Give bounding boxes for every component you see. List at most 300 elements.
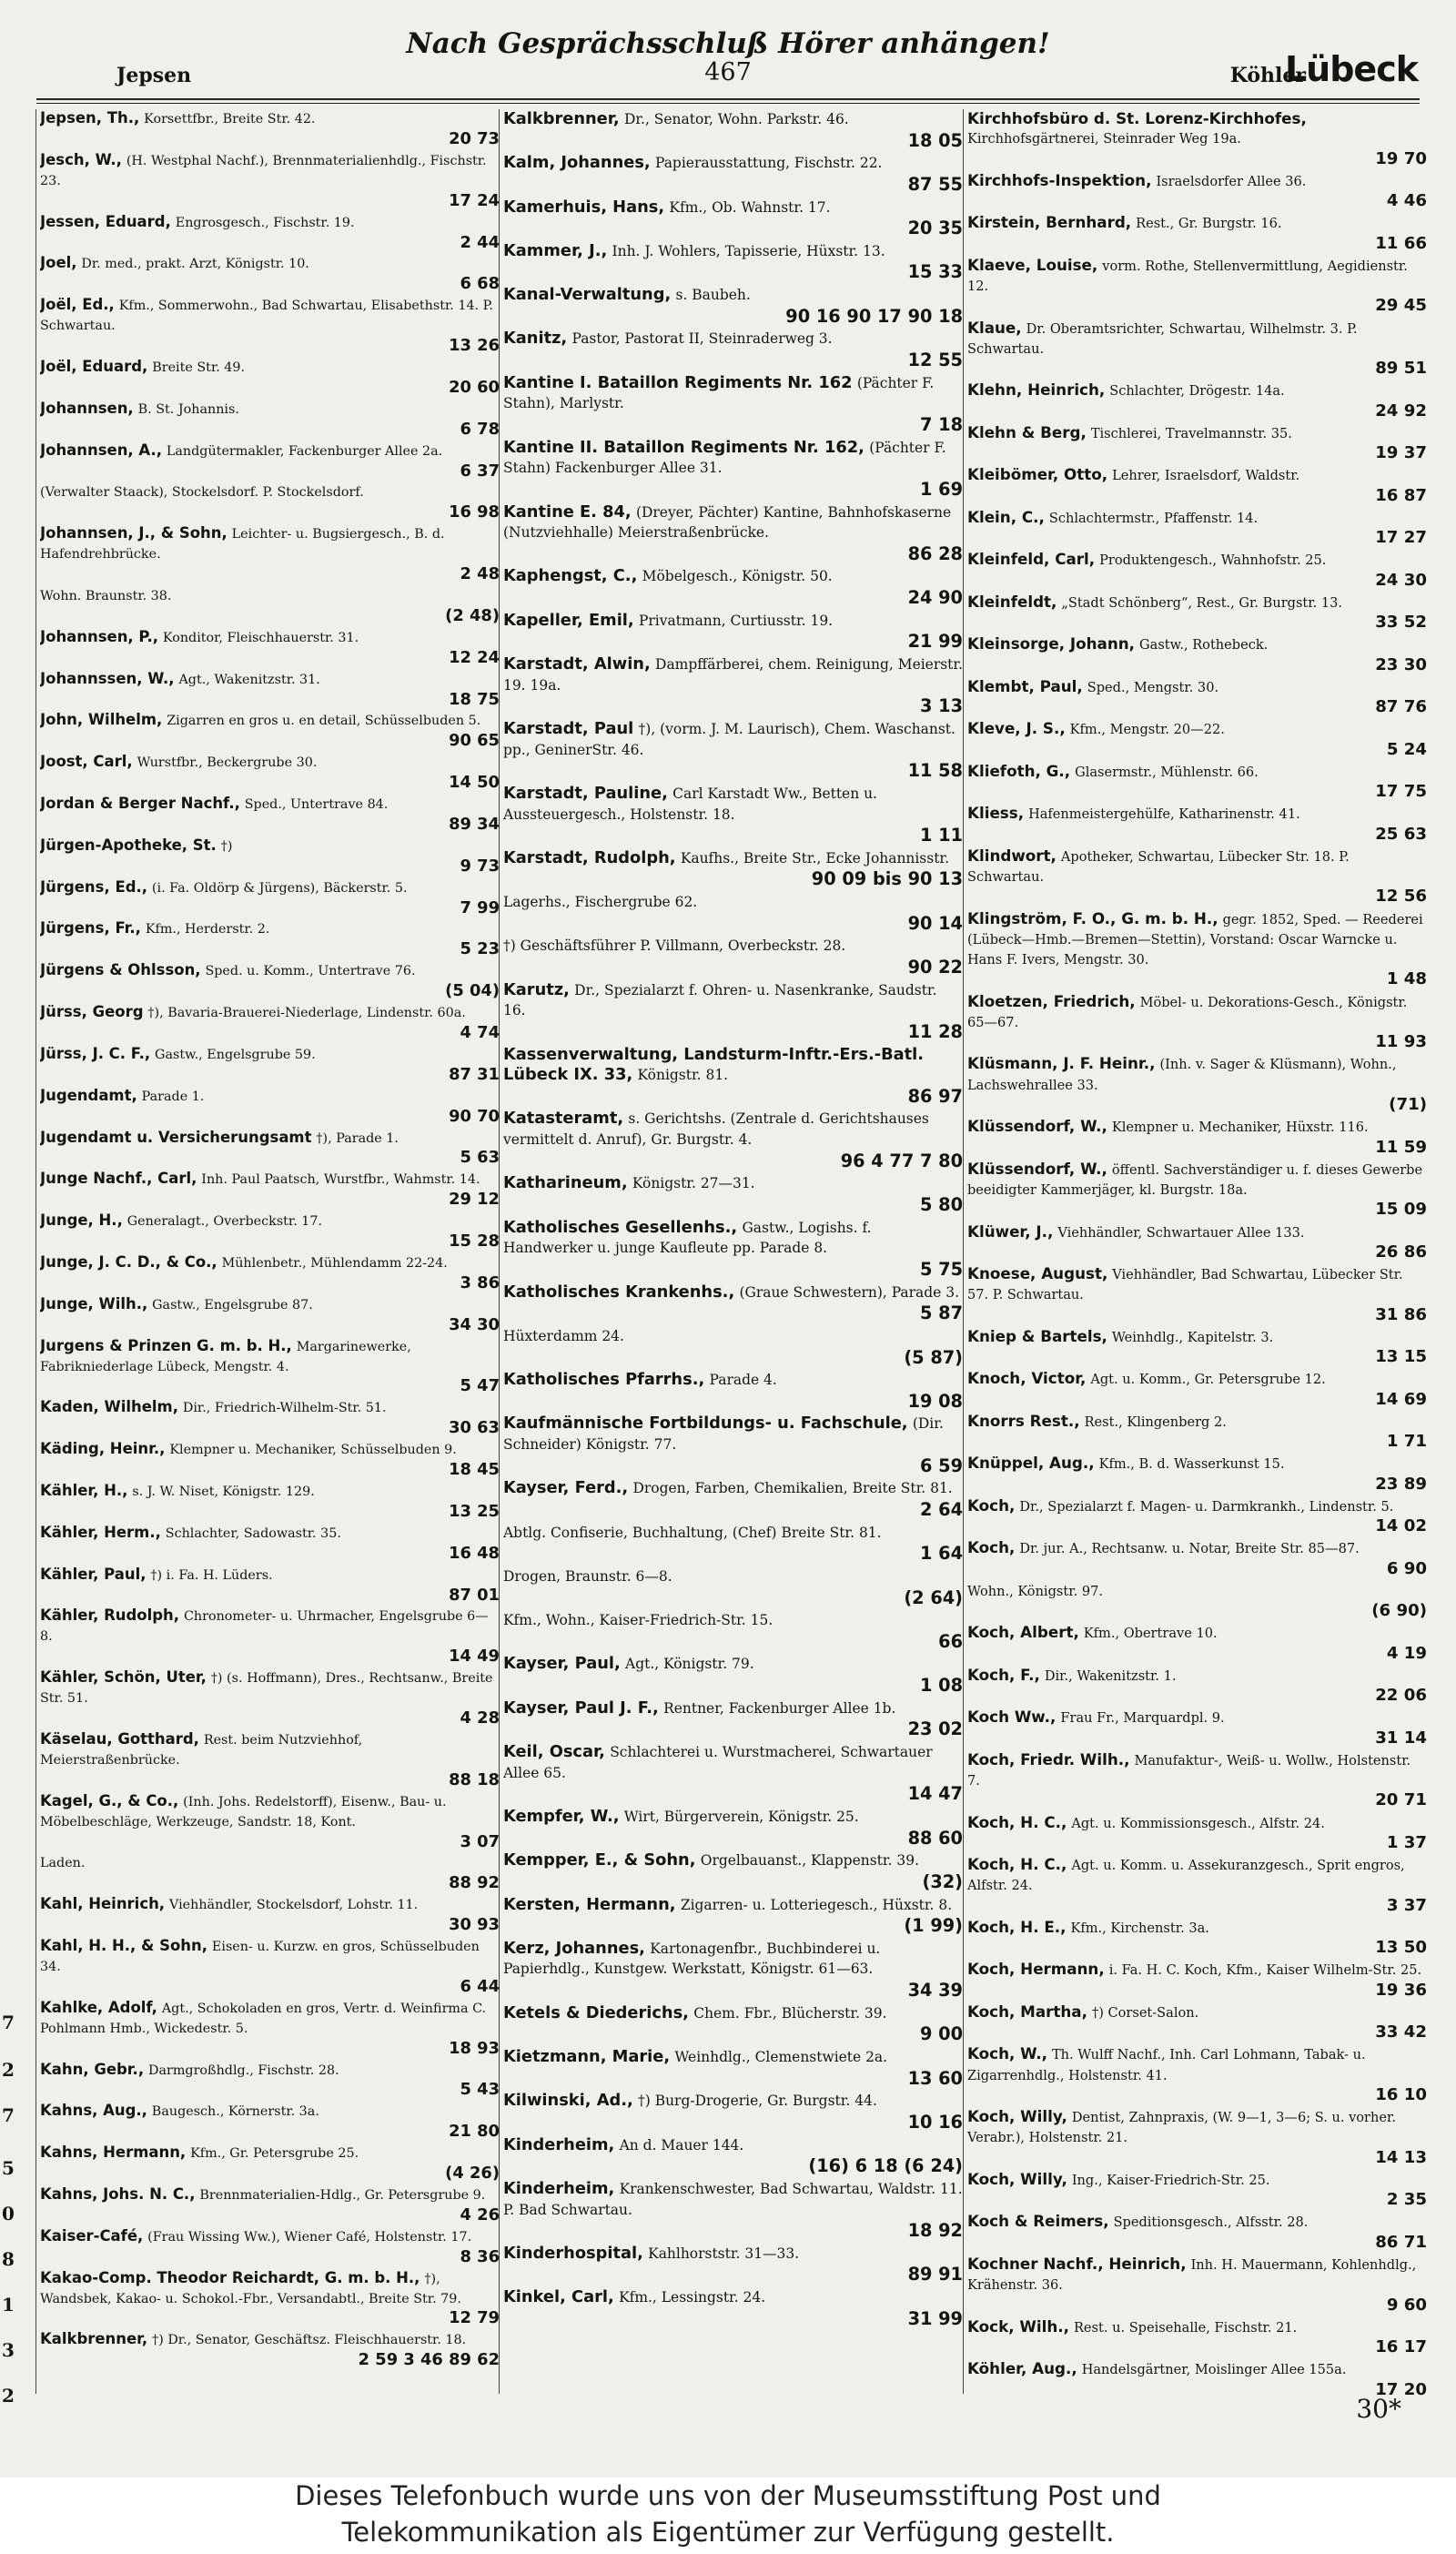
entry-phone-numbers: 87 55 <box>907 173 963 195</box>
entry-details: Dir., Wakenitzstr. 1. <box>1044 1667 1177 1684</box>
entry-phone-numbers: 14 69 <box>1375 1389 1427 1409</box>
entry-phone-numbers: 1 37 <box>1386 1832 1427 1852</box>
directory-entry <box>503 1939 963 2002</box>
directory-entry <box>40 1045 500 1085</box>
entry-details: Königstr. 81. <box>637 1067 729 1084</box>
entry-details: (Inh. Johs. Redelstorff), Eisenw., Bau- u. Möbelbeschläge, Werkzeuge, Sandstr. 18, Kont. <box>40 1794 447 1829</box>
entry-name: Koch, H. E., <box>967 1917 1067 1936</box>
page-number: 467 <box>704 58 752 86</box>
directory-entry <box>503 2091 963 2133</box>
entry-details: Privatmann, Curtiusstr. 19. <box>638 612 834 629</box>
entry-name: Joël, Ed., <box>40 296 115 314</box>
directory-entry <box>503 1523 963 1565</box>
entry-phone-numbers: 17 75 <box>1375 782 1427 802</box>
entry-name: Käding, Heinr., <box>40 1440 166 1458</box>
entry-phone-numbers: 13 50 <box>1375 1938 1427 1958</box>
entry-name: Kähler, Rudolph, <box>40 1606 180 1625</box>
directory-entry <box>967 2255 1427 2316</box>
entry-details: (Inh. v. Sager & Klüsmann), Wohn., Lachswehrallee 33. <box>967 1057 1397 1093</box>
entry-phone-numbers: 17 27 <box>1375 528 1427 548</box>
entry-phone-numbers: 16 87 <box>1375 485 1427 505</box>
footer-line-2: Telekommunikation als Eigentümer zur Verfügung gestellt. <box>341 2517 1115 2548</box>
entry-phone-numbers: 19 36 <box>1375 1980 1427 2000</box>
entry-details: Rest. u. Speisehalle, Fischstr. 21. <box>1073 2319 1298 2336</box>
entry-details: Rest., Klingenberg 2. <box>1084 1414 1227 1430</box>
directory-entry <box>967 2212 1427 2253</box>
entry-details: An d. Mauer 144. <box>619 2136 744 2154</box>
directory-entry <box>967 465 1427 506</box>
directory-entry <box>967 109 1427 169</box>
entry-details: Mühlenbetr., Mühlendamm 22-24. <box>221 1255 448 1271</box>
entry-details: vorm. Rothe, Stellenvermittlung, Aegidienstr. 12. <box>967 258 1408 295</box>
entry-details: Drogen, Farben, Chemikalien, Breite Str. 81. <box>632 1480 953 1497</box>
entry-name: Johannssen, W., <box>40 669 175 687</box>
entry-details: Weinhdlg., Kapitelstr. 3. <box>1111 1329 1274 1345</box>
directory-entry <box>967 1623 1427 1664</box>
entry-phone-numbers: 23 30 <box>1375 654 1427 674</box>
entry-phone-numbers: 3 37 <box>1386 1895 1427 1915</box>
directory-entry <box>967 1160 1427 1221</box>
entry-phone-numbers: 31 14 <box>1375 1728 1427 1748</box>
directory-entry <box>967 1538 1427 1579</box>
entry-phone-numbers: 6 59 <box>920 1454 963 1476</box>
entry-name: Kamerhuis, Hans, <box>503 197 665 217</box>
entry-details: (Graue Schwestern), Parade 3. <box>739 1283 959 1301</box>
directory-entry <box>40 441 500 481</box>
directory-entry <box>503 1282 963 1324</box>
directory-entry <box>503 438 963 501</box>
entry-name: Kietzmann, Marie, <box>503 2047 671 2067</box>
entry-details: †), Parade 1. <box>316 1130 399 1146</box>
entry-phone-numbers: 89 51 <box>1375 359 1427 379</box>
directory-entry <box>967 1117 1427 1158</box>
entry-phone-numbers: 3 07 <box>460 1831 500 1851</box>
directory-entry <box>503 980 963 1043</box>
entry-details: Frau Fr., Marquardpl. 9. <box>1060 1710 1225 1727</box>
entry-phone-numbers: 90 14 <box>907 912 963 934</box>
directory-entry <box>40 1792 500 1852</box>
entry-details: Kfm., Gr. Petersgrube 25. <box>190 2146 359 2162</box>
entry-name: Kersten, Hermann, <box>503 1894 676 1914</box>
directory-entry <box>40 919 500 959</box>
entry-name: Kahns, Johs. N. C., <box>40 2184 196 2203</box>
entry-name: Katholisches Pfarrhs., <box>503 1370 705 1390</box>
entry-phone-numbers: 3 13 <box>920 695 963 717</box>
entry-phone-numbers: 90 16 90 17 90 18 <box>785 305 963 327</box>
entry-details: i. Fa. H. C. Koch, Kfm., Kaiser Wilhelm-Str. 25. <box>1108 1962 1422 1979</box>
entry-details: (Pächter F. Stahn) Fackenburger Allee 31. <box>503 439 946 477</box>
entry-details: Kfm., Mengstr. 20—22. <box>1069 722 1225 738</box>
directory-entry <box>503 936 963 978</box>
entry-phone-numbers: 11 59 <box>1375 1137 1427 1157</box>
directory-entry <box>503 1610 963 1652</box>
entry-phone-numbers: 10 16 <box>907 2111 963 2133</box>
entry-phone-numbers: 13 60 <box>907 2067 963 2089</box>
entry-details: B. St. Johannis. <box>137 401 239 417</box>
entry-phone-numbers: 5 23 <box>460 939 500 959</box>
entry-name: Koch Ww., <box>967 1708 1057 1727</box>
entry-phone-numbers: 14 49 <box>449 1647 500 1667</box>
entry-details: Gastw., Rothebeck. <box>1139 637 1269 654</box>
entry-name: Kagel, G., & Co., <box>40 1791 179 1809</box>
entry-details: Gastw., Engelsgrube 87. <box>152 1297 313 1312</box>
directory-entry <box>40 482 500 522</box>
directory-entry <box>40 2102 500 2142</box>
entry-details: Dr., Spezialarzt f. Magen- u. Darmkrankh., Lindenstr. 5. <box>1019 1498 1394 1515</box>
entry-phone-numbers: 88 18 <box>449 1769 500 1789</box>
entry-details: Wurstfbr., Beckergrube 30. <box>136 755 318 771</box>
running-head-left: Jepsen <box>116 64 192 87</box>
entry-details: Viehhändler, Stockelsdorf, Lohstr. 11. <box>168 1898 419 1913</box>
entry-details: †) Dr., Senator, Geschäftsz. Fleischhauerstr. 18. <box>152 2333 467 2348</box>
margin-mark: 1 <box>2 2294 15 2316</box>
entry-phone-numbers: 19 70 <box>1375 148 1427 168</box>
entry-phone-numbers: 5 80 <box>920 1194 963 1216</box>
entry-details: Rentner, Fackenburger Allee 1b. <box>663 1699 896 1717</box>
entry-details: †) Corset-Salon. <box>1091 2004 1199 2021</box>
entry-details: Kartonagenfbr., Buchbinderei u. Papierhdlg., Kunstgew. Werkstatt, Königstr. 61—63. <box>503 1940 881 1978</box>
entry-phone-numbers: (4 26) <box>445 2164 500 2184</box>
entry-name: Klüssendorf, W., <box>967 1159 1107 1178</box>
directory-entry <box>40 400 500 440</box>
entry-name: Kakao-Comp. Theodor Reichardt, G. m. b. H., <box>40 2268 420 2286</box>
directory-entry <box>40 670 500 710</box>
entry-phone-numbers: 5 43 <box>460 2080 500 2100</box>
entry-details: „Stadt Schönberg“, Rest., Gr. Burgstr. 13. <box>1061 594 1343 611</box>
entry-details: Rest., Gr. Burgstr. 16. <box>1136 216 1282 232</box>
entry-details: Lehrer, Israelsdorf, Waldstr. <box>1112 468 1300 484</box>
entry-phone-numbers: 87 76 <box>1375 697 1427 717</box>
entry-name: Karutz, <box>503 979 570 999</box>
entry-phone-numbers: 9 73 <box>460 856 500 876</box>
entry-phone-numbers: 16 48 <box>449 1543 500 1563</box>
entry-name: Kantine II. Bataillon Regiments Nr. 162, <box>503 437 864 457</box>
entry-phone-numbers: 26 86 <box>1375 1242 1427 1262</box>
entry-details: (i. Fa. Oldörp & Jürgens), Bäckerstr. 5. <box>151 880 408 896</box>
directory-entry <box>967 1581 1427 1622</box>
entry-name: Kantine I. Bataillon Regiments Nr. 162 <box>503 372 853 392</box>
column-1 <box>40 109 500 2403</box>
directory-entry <box>40 753 500 793</box>
entry-name: John, Wilhelm, <box>40 711 163 729</box>
directory-entry <box>503 153 963 195</box>
entry-details: Klempner u. Mechaniker, Hüxstr. 116. <box>1111 1120 1369 1136</box>
entry-details: Dir., Friedrich-Wilhelm-Str. 51. <box>182 1401 387 1416</box>
entry-phone-numbers: 86 71 <box>1375 2232 1427 2252</box>
entry-phone-numbers: 8 36 <box>460 2246 500 2266</box>
directory-entry <box>967 804 1427 845</box>
entry-phone-numbers: (71) <box>1389 1095 1427 1115</box>
header-rule-thin <box>36 103 1420 104</box>
entry-phone-numbers: 89 34 <box>449 814 500 834</box>
entry-phone-numbers: 5 47 <box>460 1376 500 1396</box>
entry-phone-numbers: 23 89 <box>1375 1474 1427 1494</box>
entry-phone-numbers: 86 97 <box>907 1085 963 1107</box>
entry-name: Katholisches Krankenhs., <box>503 1282 735 1302</box>
entry-name: Jugendamt u. Versicherungsamt <box>40 1128 312 1146</box>
entry-name: Koch & Reimers, <box>967 2212 1109 2231</box>
directory-entry <box>40 109 500 149</box>
entry-details: †) <box>220 838 233 854</box>
entry-name: Katholisches Gesellenhs., <box>503 1217 738 1237</box>
directory-entry <box>967 380 1427 421</box>
entry-name: Köhler, Aug., <box>967 2359 1077 2378</box>
directory-entry <box>40 961 500 1001</box>
entry-name: Jepsen, Th., <box>40 109 140 127</box>
directory-entry <box>503 1414 963 1476</box>
directory-entry <box>40 1482 500 1522</box>
entry-details: Chronometer- u. Uhrmacher, Engelsgrube 6—8. <box>40 1609 489 1645</box>
entry-name: Kirchhofs-Inspektion, <box>967 170 1152 189</box>
entry-name: Kleve, J. S., <box>967 719 1066 738</box>
directory-entry <box>40 628 500 668</box>
entry-details: Sped. u. Komm., Untertrave 76. <box>205 964 416 979</box>
directory-entry <box>40 1211 500 1252</box>
entry-details: Dr. med., prakt. Arzt, Königstr. 10. <box>81 257 309 272</box>
directory-entry <box>40 711 500 751</box>
entry-name: Klaue, <box>967 318 1022 337</box>
entry-name: Karstadt, Alwin, <box>503 654 651 674</box>
directory-entry <box>503 241 963 283</box>
directory-entry <box>967 1918 1427 1959</box>
directory-entry <box>40 1524 500 1564</box>
directory-entry <box>967 423 1427 464</box>
entry-name: Jürgens, Fr., <box>40 919 141 937</box>
entry-details: Glasermstr., Mühlenstr. 66. <box>1075 764 1259 780</box>
directory-entry <box>967 1412 1427 1453</box>
entry-name: Koch, Friedr. Wilh., <box>967 1749 1130 1769</box>
entry-details: Kaufhs., Breite Str., Ecke Johannisstr. <box>680 849 950 867</box>
directory-entry <box>40 1566 500 1606</box>
directory-entry <box>967 677 1427 718</box>
entry-details: Parade 4. <box>709 1372 777 1389</box>
entry-details: Ing., Kaiser-Friedrich-Str. 25. <box>1071 2172 1270 2188</box>
entry-phone-numbers: 13 15 <box>1375 1347 1427 1367</box>
directory-entry <box>503 1566 963 1608</box>
entry-details: Papierausstattung, Fischstr. 22. <box>655 155 883 172</box>
entry-details: Rest. beim Nutzviehhof, Meierstraßenbrücke. <box>40 1732 363 1768</box>
directory-entry <box>967 719 1427 760</box>
entry-details: Agt., Wakenitzstr. 31. <box>178 672 320 687</box>
entry-name: Kayser, Ferd., <box>503 1478 629 1498</box>
margin-mark: 0 <box>2 2203 15 2225</box>
entry-name: Jordan & Berger Nachf., <box>40 795 240 812</box>
entry-name: Kliefoth, G., <box>967 761 1071 780</box>
entry-details: (H. Westphal Nachf.), Brennmaterialienhdlg., Fischstr. 23. <box>40 153 487 188</box>
entry-name: Karstadt, Paul <box>503 718 634 738</box>
directory-entry <box>967 1813 1427 1854</box>
directory-entry <box>967 171 1427 212</box>
entry-phone-numbers: 2 35 <box>1386 2190 1427 2210</box>
entry-details: †) i. Fa. H. Lüders. <box>150 1567 273 1583</box>
entry-details: †), (vorm. J. M. Laurisch), Chem. Waschanst. pp., GeninerStr. 46. <box>503 720 956 758</box>
entry-name: Kalkbrenner, <box>40 2330 148 2348</box>
margin-mark: 8 <box>2 2248 15 2270</box>
entry-name: Kayser, Paul, <box>503 1654 621 1674</box>
directory-entry <box>967 2107 1427 2168</box>
entry-details: öffentl. Sachverständiger u. f. dieses Gewerbe beeidigter Kammerjäger, kl. Burgstr. 18a. <box>967 1161 1423 1199</box>
entry-name: Junge, H., <box>40 1211 123 1230</box>
directory-entry <box>967 1264 1427 1325</box>
directory-entry <box>40 151 500 211</box>
entry-phone-numbers: 6 37 <box>460 461 500 481</box>
directory-entry <box>503 566 963 608</box>
entry-name: Kloetzen, Friedrich, <box>967 991 1136 1010</box>
entry-details: Leichter- u. Bugsiergesch., B. d. Hafendrehbrücke. <box>40 527 445 562</box>
entry-details: Schlachtermstr., Pfaffenstr. 14. <box>1048 510 1259 526</box>
entry-phone-numbers: 33 52 <box>1375 613 1427 633</box>
directory-entry <box>503 2244 963 2285</box>
entry-phone-numbers: 12 24 <box>449 647 500 667</box>
entry-phone-numbers: 18 05 <box>907 129 963 151</box>
directory-entry <box>40 1295 500 1335</box>
entry-name: Koch, Martha, <box>967 2002 1087 2021</box>
entry-details: †) Geschäftsführer P. Villmann, Overbeckstr. 28. <box>503 937 846 955</box>
entry-name: Klindwort, <box>967 846 1057 865</box>
entry-phone-numbers: 1 08 <box>920 1675 963 1697</box>
entry-phone-numbers: (2 64) <box>904 1586 963 1608</box>
entry-name: Kirchhofsbüro d. St. Lorenz-Kirchhofes, <box>967 109 1307 127</box>
directory-entry <box>40 795 500 835</box>
entry-name: Kahns, Hermann, <box>40 2144 187 2162</box>
entry-name: Koch, Willy, <box>967 2107 1067 2126</box>
directory-entry <box>40 1895 500 1935</box>
entry-name: Kanitz, <box>503 329 568 349</box>
directory-entry <box>40 1853 500 1893</box>
entry-phone-numbers: 7 99 <box>460 897 500 917</box>
entry-name: Klüssendorf, W., <box>967 1117 1107 1136</box>
entry-name: Koch, H. C., <box>967 1855 1067 1874</box>
entry-details: Dentist, Zahnpraxis, (W. 9—1, 3—6; S. u. vorher. Verabr.), Holstenstr. 21. <box>967 2110 1396 2146</box>
entry-name: Knüppel, Aug., <box>967 1454 1095 1473</box>
entry-phone-numbers: 33 42 <box>1375 2022 1427 2042</box>
entry-details: Inh. J. Wohlers, Tapisserie, Hüxstr. 13. <box>612 242 885 259</box>
entry-details: s. Gerichtshs. (Zentrale d. Gerichtshauses vermittelt d. Anruf), Gr. Burgstr. 4. <box>503 1110 929 1149</box>
header-rule <box>36 98 1420 100</box>
directory-entry <box>40 1440 500 1480</box>
directory-entry <box>967 1708 1427 1748</box>
entry-phone-numbers: 2 64 <box>920 1499 963 1520</box>
directory-entry <box>967 1960 1427 2001</box>
entry-details: Krankenschwester, Bad Schwartau, Waldstr. 11. P. Bad Schwartau. <box>503 2180 963 2218</box>
entry-phone-numbers: 13 25 <box>449 1501 500 1521</box>
entry-details: Wirt, Bürgerverein, Königstr. 25. <box>623 1808 859 1825</box>
directory-entry <box>967 1054 1427 1115</box>
entry-details: †), Bavaria-Brauerei-Niederlage, Lindenstr. 60a. <box>147 1006 466 1021</box>
entry-details: Konditor, Fleischhauerstr. 31. <box>162 630 359 645</box>
entry-phone-numbers: 87 01 <box>449 1585 500 1605</box>
entry-name: Jürgens & Ohlsson, <box>40 961 201 979</box>
entry-name: Joël, Eduard, <box>40 357 148 375</box>
entry-details: †), Wandsbek, Kakao- u. Schokol.-Fbr., Versandabtl., Breite Str. 79. <box>40 2271 461 2306</box>
entry-details: Gastw., Engelsgrube 59. <box>155 1047 316 1062</box>
column-2 <box>503 109 963 2403</box>
entry-phone-numbers: 2 44 <box>460 232 500 252</box>
entry-name: Johannsen, J., & Sohn, <box>40 524 228 542</box>
entry-phone-numbers: 11 28 <box>907 1020 963 1042</box>
entry-details: Margarinewerke, Fabrikniederlage Lübeck, Mengstr. 4. <box>40 1339 411 1374</box>
entry-name: Kochner Nachf., Heinrich, <box>967 2254 1187 2273</box>
entry-name: Kleibömer, Otto, <box>967 465 1108 484</box>
entry-phone-numbers: 24 90 <box>907 587 963 609</box>
entry-name: Kahl, H. H., & Sohn, <box>40 1937 208 1954</box>
entry-name: Klaeve, Louise, <box>967 255 1098 274</box>
directory-entry <box>40 1087 500 1127</box>
entry-details: (Dreyer, Pächter) Kantine, Bahnhofskaserne (Nutzviehhalle) Meierstraßenbrücke. <box>503 503 952 542</box>
directory-entry <box>40 836 500 877</box>
entry-details: (Dir. Schneider) Königstr. 77. <box>503 1415 944 1454</box>
entry-phone-numbers: 4 46 <box>1386 191 1427 211</box>
entry-name: Jurgens & Prinzen G. m. b. H., <box>40 1336 292 1354</box>
entry-details: Agt. u. Komm., Gr. Petersgrube 12. <box>1090 1372 1326 1388</box>
entry-phone-numbers: 19 37 <box>1375 443 1427 463</box>
entry-name: Klingström, F. O., G. m. b. H., <box>967 908 1218 927</box>
entry-name: Kahl, Heinrich, <box>40 1895 166 1913</box>
entry-details: Lagerhs., Fischergrube 62. <box>503 894 698 911</box>
directory-entry <box>967 508 1427 549</box>
entry-phone-numbers: 11 58 <box>907 760 963 782</box>
directory-entry <box>503 1742 963 1805</box>
entry-details: Kfm., Sommerwohn., Bad Schwartau, Elisabethstr. 14. P. Schwartau. <box>40 299 493 334</box>
entry-details: Pastor, Pastorat II, Steinraderweg 3. <box>571 330 833 348</box>
entry-phone-numbers: 20 71 <box>1375 1790 1427 1810</box>
entry-name: Johannsen, P., <box>40 627 158 645</box>
directory-entry <box>967 1496 1427 1537</box>
entry-name: Koch, H. C., <box>967 1812 1067 1831</box>
entry-details: Zigarren en gros u. en detail, Schüsselbuden 5. <box>167 714 481 729</box>
directory-entry <box>503 1045 963 1108</box>
entry-details: Agt., Königstr. 79. <box>625 1656 754 1673</box>
running-head-right: Köhler <box>1229 64 1306 87</box>
entry-name: Kalm, Johannes, <box>503 153 651 173</box>
entry-phone-numbers: 18 75 <box>449 689 500 709</box>
entry-name: Jessen, Eduard, <box>40 212 171 230</box>
directory-entry <box>503 2047 963 2089</box>
directory-entry <box>503 2287 963 2329</box>
entry-name: Kniep & Bartels, <box>967 1326 1107 1345</box>
entry-details: †) Burg-Drogerie, Gr. Burgstr. 44. <box>638 2093 877 2110</box>
entry-name: Kanal-Verwaltung, <box>503 285 672 305</box>
entry-details: Baugesch., Körnerstr. 3a. <box>151 2104 319 2120</box>
entry-name: Kempper, E., & Sohn, <box>503 1850 696 1870</box>
entry-phone-numbers: 30 93 <box>449 1915 500 1935</box>
entry-phone-numbers: 34 39 <box>907 1980 963 2002</box>
entry-details: Dr., Senator, Wohn. Parkstr. 46. <box>623 111 849 127</box>
directory-entry <box>40 254 500 294</box>
entry-phone-numbers: 20 35 <box>907 218 963 239</box>
entry-name: Kleinfeldt, <box>967 592 1057 611</box>
entry-details: s. J. W. Niset, Königstr. 129. <box>132 1484 315 1499</box>
entry-details: Viehhändler, Schwartauer Allee 133. <box>1057 1224 1305 1241</box>
entry-phone-numbers: 3 86 <box>460 1272 500 1292</box>
entry-phone-numbers: 29 45 <box>1375 296 1427 316</box>
entry-phone-numbers: 1 71 <box>1386 1432 1427 1452</box>
entry-details: Parade 1. <box>141 1089 205 1104</box>
entry-phone-numbers: 15 33 <box>907 261 963 283</box>
entry-details: Kfm., Wohn., Kaiser-Friedrich-Str. 15. <box>503 1612 774 1629</box>
footer-note <box>0 2478 1456 2554</box>
directory-entry <box>503 611 963 653</box>
directory-entry <box>503 2135 963 2177</box>
entry-details: Laden. <box>40 1856 86 1871</box>
entry-details: Landgütermakler, Fackenburger Allee 2a. <box>166 443 443 459</box>
directory-entry <box>503 2003 963 2045</box>
entry-name: Katharineum, <box>503 1173 628 1193</box>
entry-details: Möbel- u. Dekorations-Gesch., Königstr. 65—67. <box>967 994 1408 1030</box>
entry-phone-numbers: 18 92 <box>907 2220 963 2242</box>
entry-phone-numbers: 22 06 <box>1375 1686 1427 1706</box>
entry-name: Kähler, Herm., <box>40 1523 161 1541</box>
